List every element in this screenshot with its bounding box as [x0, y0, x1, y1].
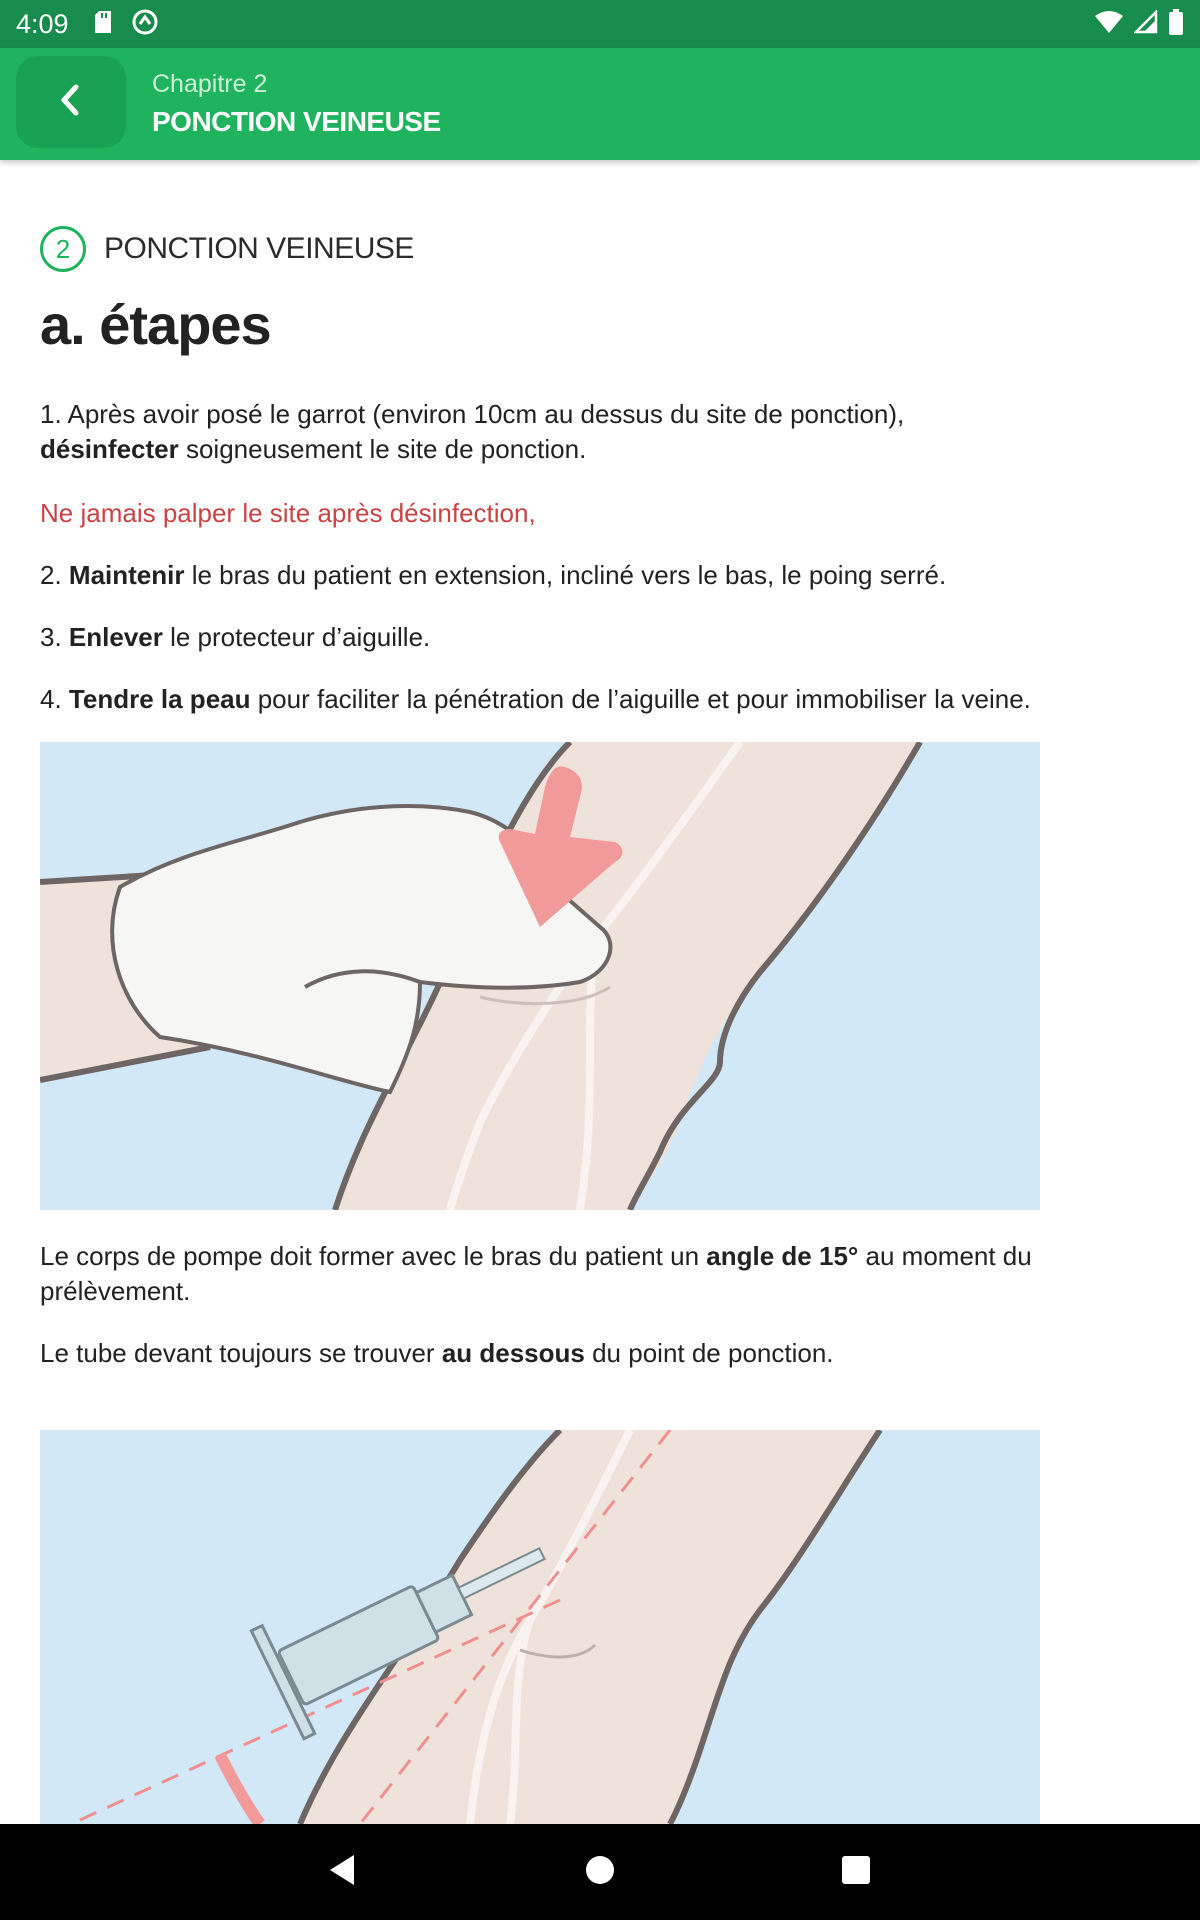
page-heading: a. étapes [40, 293, 271, 356]
circle-home-icon [584, 1854, 616, 1891]
step-1: 1. Après avoir posé le garrot (environ 10cm au dessus du site de ponction), désinfecter soigneusement le site de ponction. [40, 399, 905, 464]
navigation-bar [0, 1824, 1200, 1920]
battery-icon [1168, 9, 1184, 40]
square-recents-icon [841, 1855, 871, 1890]
app-bar [0, 48, 1200, 160]
step-4: 4. Tendre la peau pour faciliter la pénétration de l’aiguille et pour immobiliser la veine. [40, 684, 1031, 714]
illustration-needle-angle [40, 1430, 1040, 1824]
tube-note: Le tube devant toujours se trouver au dessous du point de ponction. [40, 1338, 834, 1368]
step-2: 2. Maintenir le bras du patient en extension, incliné vers le bas, le poing serré. [40, 560, 947, 590]
wifi-icon [1094, 10, 1124, 39]
warning-text: Ne jamais palper le site après désinfection, [40, 498, 536, 528]
chapter-label: Chapitre 2 [152, 70, 268, 98]
chevron-left-icon [58, 83, 84, 122]
app-bar-title: PONCTION VEINEUSE [152, 106, 441, 137]
status-time: 4:09 [16, 8, 69, 39]
signal-icon [1134, 10, 1158, 39]
triangle-back-icon [326, 1853, 358, 1892]
status-bar [0, 0, 1200, 48]
section-title: PONCTION VEINEUSE [104, 232, 414, 265]
nav-back-button[interactable] [322, 1852, 362, 1892]
angle-note: Le corps de pompe doit former avec le bras du patient un angle de 15° au moment du prélèvement. [40, 1241, 1032, 1306]
nav-home-button[interactable] [580, 1852, 620, 1892]
section-number: 2 [40, 226, 86, 272]
sd-card-icon [93, 10, 113, 39]
section-header [40, 226, 414, 272]
nav-recents-button[interactable] [836, 1852, 876, 1892]
step-3: 3. Enlever le protecteur d’aiguille. [40, 622, 431, 652]
sync-icon [131, 8, 159, 41]
illustration-tension-skin [40, 742, 1040, 1210]
back-button[interactable] [16, 56, 126, 148]
